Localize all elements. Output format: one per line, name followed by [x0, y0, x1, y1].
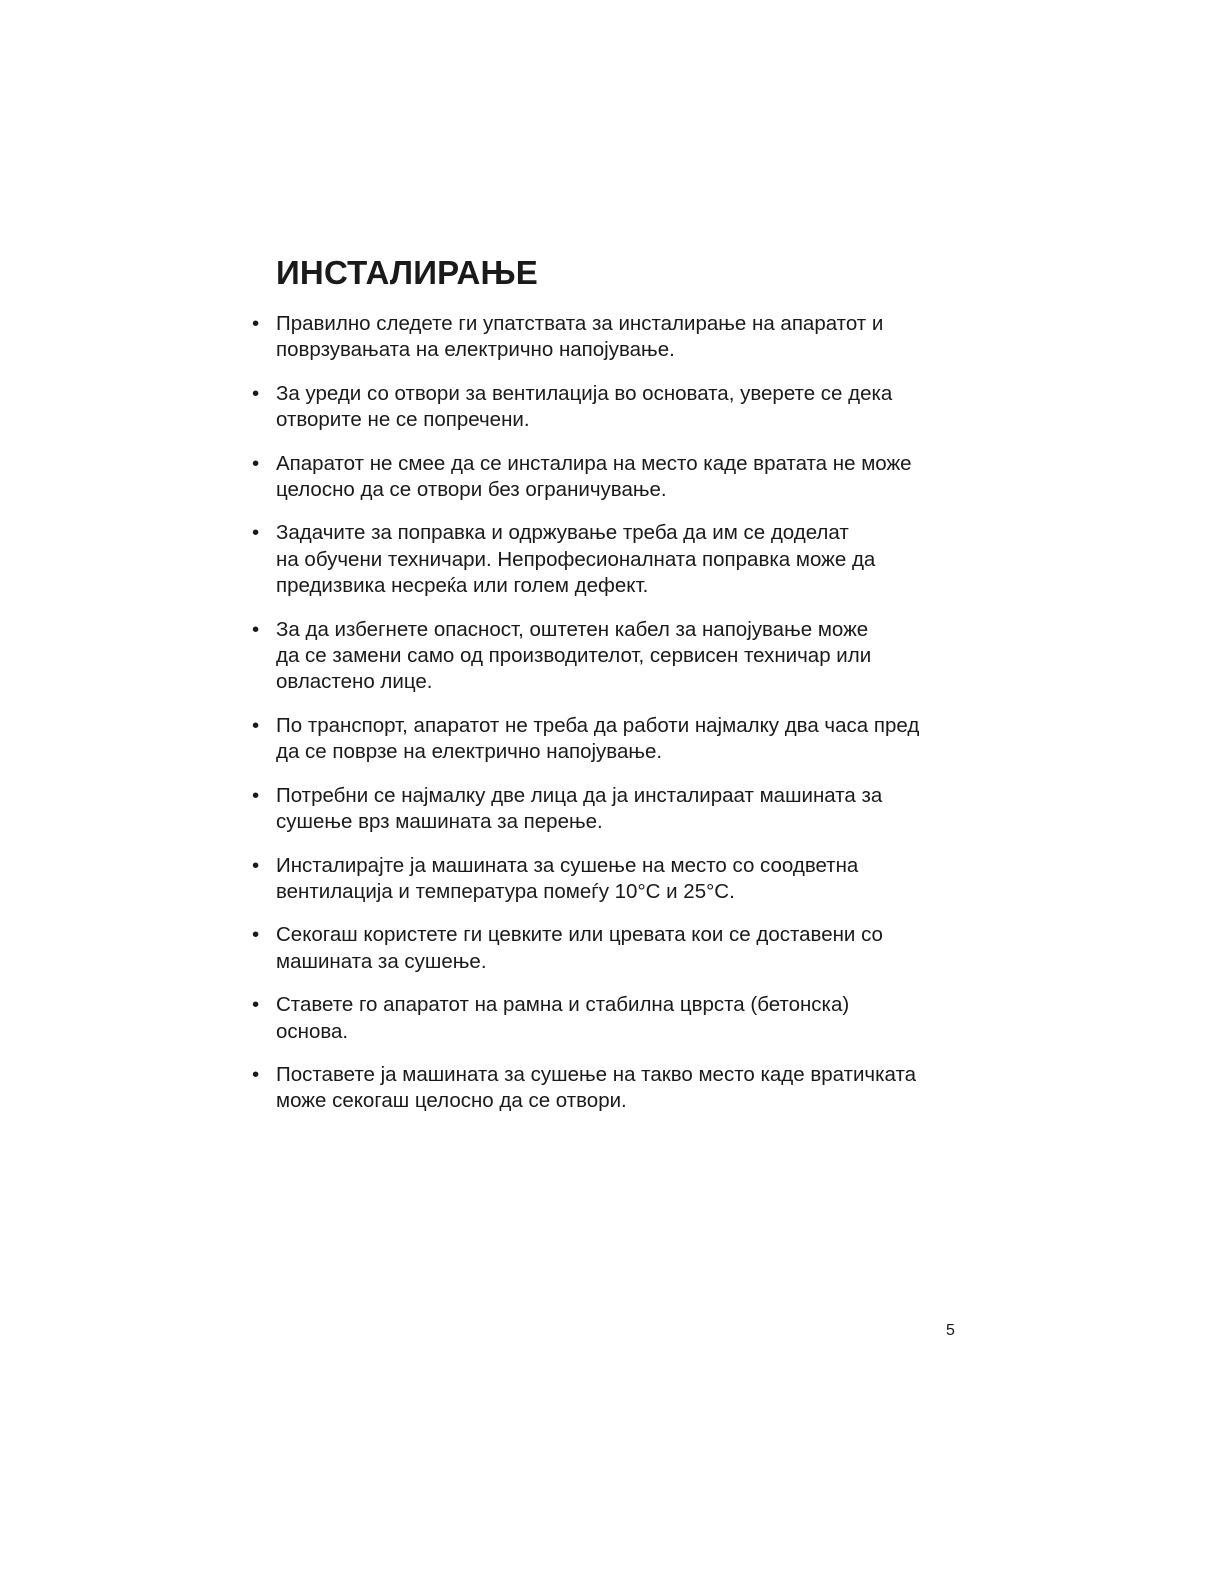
- bullet-icon: •: [252, 853, 260, 877]
- page-number: 5: [946, 1322, 955, 1339]
- list-item-line: целосно да се отвори без ограничување.: [276, 478, 667, 502]
- bullet-icon: •: [252, 451, 260, 475]
- list-item: [252, 713, 976, 766]
- installation-instructions-list: [252, 311, 976, 1132]
- bullet-icon: •: [252, 993, 260, 1017]
- list-item: [252, 783, 976, 836]
- list-item: [252, 853, 976, 906]
- list-item-line: За да избегнете опасност, оштетен кабел за напојување може: [276, 617, 869, 641]
- list-item: [252, 992, 976, 1045]
- list-item-line: основа.: [276, 1019, 349, 1043]
- list-item-line: може секогаш целосно да се отвори.: [276, 1089, 627, 1113]
- list-item-line: отворите не се попречени.: [276, 408, 530, 432]
- list-item: [252, 1062, 976, 1115]
- list-item-line: Правилно следете ги упатствата за инсталирање на апаратот и: [276, 312, 884, 335]
- list-item: [252, 617, 976, 696]
- list-item-line: на обучени техничари. Непрофесионалната поправка може да: [276, 547, 876, 571]
- bullet-icon: •: [252, 381, 260, 405]
- list-item-line: Секогаш користете ги цевките или цревата кои се доставени со: [276, 923, 883, 947]
- list-item-line: машината за сушење.: [276, 949, 487, 973]
- list-item-line: По транспорт, апаратот не треба да работи најмалку два часа пред: [276, 713, 920, 737]
- bullet-icon: •: [252, 923, 260, 947]
- bullet-icon: •: [252, 713, 260, 737]
- list-item: [252, 381, 976, 434]
- list-item: [252, 520, 976, 599]
- bullet-icon: •: [252, 312, 260, 335]
- bullet-icon: •: [252, 1062, 260, 1086]
- list-item-line: да се поврзе на електрично напојување.: [276, 740, 663, 764]
- list-item-line: Инсталирајте ја машината за сушење на место со соодветна: [276, 853, 859, 877]
- bullet-icon: •: [252, 617, 260, 641]
- list-item: [252, 311, 976, 364]
- list-item-line: сушење врз машината за перење.: [276, 810, 603, 834]
- list-item-line: Задачите за поправка и одржување треба да им се доделат: [276, 521, 849, 545]
- bullet-icon: •: [252, 521, 260, 545]
- list-item-line: Поставете ја машината за сушење на такво место каде вратичката: [276, 1062, 917, 1086]
- page-title: ИНСТАЛИРАЊЕ: [276, 254, 538, 291]
- list-item-line: Потребни се најмалку две лица да ја инсталираат машината за: [276, 783, 883, 807]
- list-item-line: поврзувањата на електрично напојување.: [276, 338, 675, 362]
- list-item-line: предизвика несреќа или голем дефект.: [276, 574, 649, 598]
- list-item-line: овластено лице.: [276, 670, 433, 694]
- list-item-line: Апаратот не смее да се инсталира на место каде вратата не може: [276, 451, 912, 475]
- list-item-line: вентилација и температура помеѓу 10°C и 25°C.: [276, 879, 735, 903]
- bullet-icon: •: [252, 783, 260, 807]
- list-item-line: Ставете го апаратот на рамна и стабилна цврста (бетонска): [276, 993, 850, 1017]
- list-item-line: За уреди со отвори за вентилација во основата, уверете се дека: [276, 381, 893, 405]
- list-item-line: да се замени само од производителот, сервисен техничар или: [276, 644, 872, 668]
- list-item: [252, 451, 976, 504]
- list-item: [252, 922, 976, 975]
